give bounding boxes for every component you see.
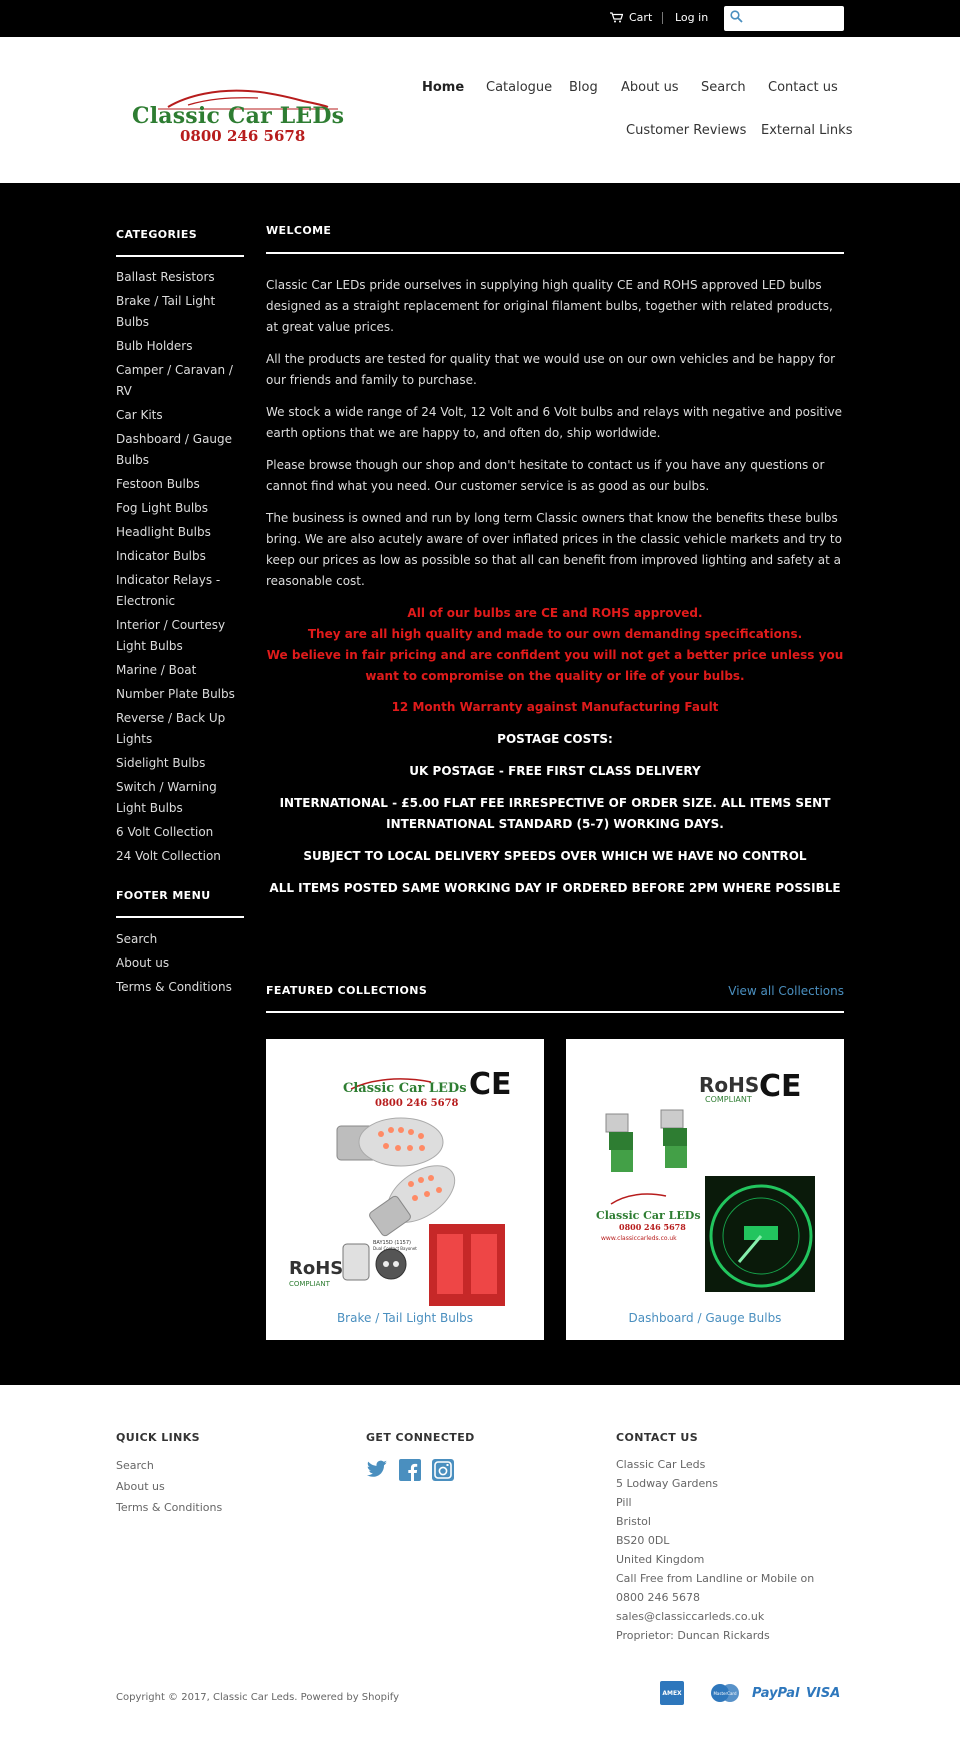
footer-menu-title: FOOTER MENU — [116, 889, 211, 902]
collection-grid — [266, 1039, 844, 1340]
collection-image[interactable] — [281, 1054, 529, 1307]
category-item[interactable]: 24 Volt Collection — [116, 849, 221, 863]
category-item[interactable]: Brake / Tail Light Bulbs — [116, 294, 216, 329]
category-item[interactable]: Number Plate Bulbs — [116, 687, 235, 701]
welcome-paragraph: All the products are tested for quality that we would use on our own vehicles and be happy for our friends and family to purchase. — [266, 352, 836, 387]
brake-bulbs-product-image — [281, 1054, 529, 1307]
quality-text: They are all high quality and made to our own demanding specifications. — [307, 627, 803, 641]
collection-caption[interactable]: Dashboard / Gauge Bulbs — [628, 1311, 782, 1325]
pricing-text: We believe in fair pricing and are confident you will not get a better price unless you want to compromise on the quality or life of your bulbs. — [266, 648, 844, 683]
featured-rule — [266, 1011, 844, 1013]
collection-card-brake-tail[interactable] — [266, 1039, 544, 1340]
card-logo-phone: 0800 246 5678 — [619, 1222, 686, 1232]
nav-catalogue[interactable]: Catalogue — [486, 80, 553, 95]
category-item[interactable]: Festoon Bulbs — [116, 477, 200, 491]
contact-line: Classic Car Leds — [616, 1458, 706, 1471]
divider — [662, 12, 663, 24]
category-item[interactable]: Ballast Resistors — [116, 270, 215, 284]
footer-menu-rule — [116, 916, 244, 918]
collection-image[interactable] — [581, 1054, 829, 1307]
category-item[interactable]: Switch / Warning Light Bulbs — [116, 780, 217, 815]
bulb-type-sublabel: Dual Contact Bayonet — [373, 1246, 417, 1251]
cart-icon — [610, 12, 623, 23]
categories-title: CATEGORIES — [116, 228, 198, 241]
nav-blog[interactable]: Blog — [569, 80, 598, 95]
welcome-paragraph: Please browse though our shop and don't hesitate to contact us if you have any questions or cannot find what you need. Our customer service is as good as our bulbs. — [266, 458, 825, 493]
contact-line: 5 Lodway Gardens — [616, 1477, 718, 1490]
cart-link[interactable] — [610, 11, 652, 24]
category-item[interactable]: Car Kits — [116, 408, 163, 422]
visa-icon: VISA — [806, 1685, 841, 1701]
postage-international: INTERNATIONAL - £5.00 FLAT FEE IRRESPECTIVE OF ORDER SIZE. ALL ITEMS SENT INTERNATIONAL STANDARD (5-7) WORKING DAYS. — [279, 796, 831, 831]
featured-title: FEATURED COLLECTIONS — [266, 984, 428, 997]
login-link[interactable]: Log in — [675, 11, 709, 24]
card-logo-brand: Classic Car LEDs — [596, 1209, 701, 1222]
search-input[interactable] — [724, 6, 844, 31]
footer-menu-list — [116, 929, 246, 1001]
postage-uk: UK POSTAGE - FREE FIRST CLASS DELIVERY — [409, 764, 701, 778]
site-footer — [0, 1385, 960, 1739]
category-item[interactable]: Dashboard / Gauge Bulbs — [116, 432, 233, 467]
welcome-paragraph: We stock a wide range of 24 Volt, 12 Volt and 6 Volt bulbs and relays with negative and positive earth options that we are happy to, and often do, ship worldwide. — [266, 405, 843, 440]
quick-link-item[interactable]: Terms & Conditions — [116, 1501, 223, 1514]
view-all-collections-link[interactable]: View all Collections — [728, 984, 844, 998]
cart-label: Cart — [629, 11, 653, 24]
quick-links-list — [116, 1455, 222, 1518]
quick-link-item[interactable]: About us — [116, 1480, 165, 1493]
collection-caption[interactable]: Brake / Tail Light Bulbs — [336, 1311, 474, 1325]
welcome-title: WELCOME — [266, 224, 332, 237]
category-item[interactable]: Indicator Relays - Electronic — [116, 573, 221, 608]
footer-menu-item[interactable]: Search — [116, 932, 158, 946]
category-item[interactable]: Interior / Courtesy Light Bulbs — [116, 618, 226, 653]
paypal-icon: PayPal — [752, 1685, 800, 1701]
svg-text:MasterCard: MasterCard — [713, 1691, 737, 1696]
category-item[interactable]: Fog Light Bulbs — [116, 501, 209, 515]
twitter-icon[interactable] — [366, 1459, 388, 1479]
welcome-section — [266, 224, 844, 899]
category-item[interactable]: Reverse / Back Up Lights — [116, 711, 226, 746]
category-item[interactable]: Bulb Holders — [116, 339, 193, 353]
contact-line: Proprietor: Duncan Rickards — [616, 1629, 770, 1642]
contact-us-title: CONTACT US — [616, 1431, 699, 1444]
warranty-text: 12 Month Warranty against Manufacturing Fault — [391, 700, 719, 714]
nav-external-links[interactable]: External Links — [761, 123, 853, 138]
welcome-rule — [266, 252, 844, 254]
site-logo[interactable] — [128, 83, 348, 143]
rohs-mark: RoHS — [699, 1073, 760, 1097]
copyright: Copyright © 2017, Classic Car Leds. Powered by Shopify — [116, 1692, 399, 1703]
contact-list — [616, 1455, 814, 1645]
top-bar — [0, 0, 960, 37]
nav-home[interactable]: Home — [422, 80, 465, 95]
nav-contact-us[interactable]: Contact us — [768, 80, 838, 95]
category-item[interactable]: Camper / Caravan / RV — [116, 363, 233, 398]
amex-icon: AMEX — [660, 1681, 684, 1705]
card-logo-brand: Classic Car LEDs — [343, 1081, 467, 1096]
bulb-type-label: BAY15D (1157) — [373, 1240, 411, 1246]
categories-rule — [116, 255, 244, 257]
featured-collections — [266, 984, 844, 1325]
contact-line: Bristol — [616, 1515, 651, 1528]
category-item[interactable]: 6 Volt Collection — [116, 825, 214, 839]
contact-phone: 0800 246 5678 — [616, 1591, 700, 1604]
ce-mark: CE — [469, 1067, 512, 1102]
dashboard-bulbs-product-image — [581, 1054, 829, 1307]
categories-list — [116, 267, 246, 870]
rohs-mark: RoHS — [289, 1258, 344, 1279]
search-icon — [730, 10, 743, 23]
welcome-paragraph: The business is owned and run by long term Classic owners that know the benefits these bulbs bring. We are also acutely aware of over inflated prices in the classic vehicle markets and try to keep our prices as low as possible so that all can benefit from improved lighting and safety at a reasonable cost. — [266, 511, 842, 588]
postage-local: SUBJECT TO LOCAL DELIVERY SPEEDS OVER WHICH WE HAVE NO CONTROL — [303, 849, 807, 863]
site-header — [0, 37, 960, 183]
footer-menu-item[interactable]: Terms & Conditions — [116, 980, 232, 994]
footer-menu-item[interactable]: About us — [116, 956, 170, 970]
ce-mark: CE — [759, 1069, 802, 1104]
card-logo-url: www.classiccarleds.co.uk — [601, 1235, 677, 1242]
contact-line: BS20 0DL — [616, 1534, 670, 1547]
category-item[interactable]: Headlight Bulbs — [116, 525, 211, 539]
nav-about-us[interactable]: About us — [621, 80, 679, 95]
quick-links-title: QUICK LINKS — [116, 1431, 200, 1444]
contact-line: United Kingdom — [616, 1553, 705, 1566]
nav-search[interactable]: Search — [701, 80, 746, 95]
postage-title: POSTAGE COSTS: — [497, 732, 613, 746]
collection-card-dashboard-gauge[interactable] — [566, 1039, 844, 1340]
nav-customer-reviews[interactable]: Customer Reviews — [626, 123, 747, 138]
logo-brand: Classic Car LEDs — [132, 103, 345, 129]
get-connected-title: GET CONNECTED — [366, 1431, 475, 1444]
facebook-icon[interactable] — [399, 1459, 421, 1481]
category-item[interactable]: Indicator Bulbs — [116, 549, 206, 563]
contact-line: Pill — [616, 1496, 632, 1509]
mastercard-icon — [710, 1682, 740, 1704]
postage-same-day: ALL ITEMS POSTED SAME WORKING DAY IF ORDERED BEFORE 2PM WHERE POSSIBLE — [269, 881, 841, 895]
category-item[interactable]: Marine / Boat — [116, 663, 197, 677]
logo-phone: 0800 246 5678 — [180, 127, 306, 145]
quick-link-item[interactable]: Search — [116, 1459, 154, 1472]
welcome-paragraph: Classic Car LEDs pride ourselves in supplying high quality CE and ROHS approved LED bulbs designed as a straight replacement for original filament bulbs, together with related products, at great value prices. — [266, 278, 833, 334]
category-item[interactable]: Sidelight Bulbs — [116, 756, 206, 770]
contact-line: Call Free from Landline or Mobile on — [616, 1572, 815, 1585]
approval-text: All of our bulbs are CE and ROHS approved. — [407, 606, 703, 620]
instagram-icon[interactable] — [432, 1459, 454, 1481]
rohs-compliant-text: COMPLIANT — [705, 1095, 752, 1104]
contact-email[interactable]: sales@classiccarleds.co.uk — [616, 1610, 765, 1623]
social-links — [366, 1459, 454, 1481]
rohs-compliant-text: COMPLIANT — [289, 1280, 330, 1288]
card-logo-phone: 0800 246 5678 — [375, 1098, 459, 1109]
main-content — [0, 183, 960, 1385]
